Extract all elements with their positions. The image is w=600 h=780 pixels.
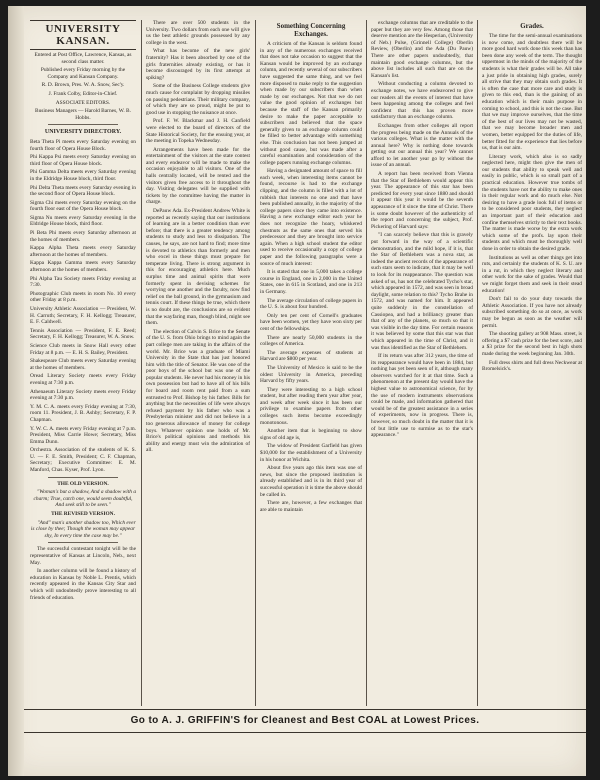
paragraph: The shooting gallery at 908 Mass. street, is offering a $7 cash prize for the best score, and a $3 prize for the second best in high shots made during the week beginning Jan. 30th. [482,331,582,357]
directory-entry: Kappa Alpha Theta meets every Saturday afternoon at the homes of members. [30,245,136,258]
directory-entry: Oread Literary Society meets every Friday evening at 7:30 p.m. [30,373,136,386]
directory-entry: Phi Alpha Tau Society meets Friday evening at 7:30. [30,275,136,289]
directory-heading: UNIVERSITY DIRECTORY. [44,129,122,136]
column-4 [371,20,473,706]
poem-text: "And" man's another shadow too, Which ever is close by thee; Though the woman may appear shy, In every time the case may be." [30,519,136,539]
directory-entry: Phi Kappa Psi meets every Saturday evening on third floor of Opera House block. [30,154,136,167]
directory-entry: Beta Theta Pi meets every Saturday evening on fourth floor of Opera House Block. [30,138,136,152]
paragraph: Arrangements have been made for the entertainment of the visitors at the state contest and every endeavor will be made to make the occasion enjoyable to all visitors. One of the halls centrally located, will be rented and the visitors given free access to it throughout the day. Visiting delegates will be supplied with tickets by the committee having the matter in charge. [146,146,250,206]
paragraph: There are, however, a few exchanges that are able to maintain [260,500,362,513]
column-rule [366,20,367,706]
directory-entry: Science Club meets in Snow Hall every other Friday at 8 p.m. — E. H. S. Bailey, President. [30,342,136,356]
masthead-business: Business Managers — Harold Barnes, W. B. Hobbs. [35,108,131,121]
column-rule [141,20,142,706]
paragraph: Institutions as well as other things get into ruts, and certainly the students of K. S. U. are in a rut, in which they neglect literary and other work for the sake of grades. Would that we might forget them and seek in their stead education! [482,254,582,294]
masthead-published: Published every Friday morning by the Company and Kansan Company. [40,67,126,80]
paragraph: About five years ago this item was one of news, but since the proposed institution is already established and is in its third year of successful operation it is time the above should be called in. [260,465,362,498]
masthead-editor: J. Frank Colby, Editor-in-Chief. [48,90,118,97]
directory-entry: Sigma Nu meets every Saturday evening in the Eldridge House block, third floor. [30,214,136,228]
column-rule [477,20,478,706]
directory-entry: Pi Beta Phi meets every Saturday afternoon at the homes of members. [30,230,136,243]
paragraph: DePauw Ada. Ex-President Andrew White is reported as recently saying that our institutions of learning are in a better condition than ever before; that there is a greater tendency among students to study and less to dissipation. The causes, he says, are not hard to find; more time is devoted to athletics than formerly and men who excel in these things must prepare for temperate living. There is strong argument in this for encouraging athletics here. Much surplus time and animal spirits that were formerly spent in devising schemes for worrying one another and the faculty, now find relief on the ball ground, in the gymnasium and tennis court. If these things be true, which there is no doubt are, the conclusions are so evident that the wayfaring man, though blind, might see them. [146,208,250,327]
directory-entry: Shakespeare Club meets every Saturday evening at the homes of members. [30,358,136,371]
paragraph: There are nearly 50,000 students in the colleges of America. [260,334,362,348]
masthead-entered: Entered at Post Office, Lawrence, Kansas, as second class matter. [34,52,132,65]
paragraph: If its return was after 312 years, the time of its reappearance would have been in 1884, but nothing has yet been seen of it, although many observers watched for it at that time. Such a phenomenon at the present day would have the highest value to astronomical science, for by the use of modern instruments observations could be made, and information gathered that would be of the greatest assistance in a series of experiments, now in progress. There is, however, so much doubt in the matter that it is of but little use to surmise as to the star's appearance." [371,353,473,439]
divider [48,542,118,543]
paragraph: Another item that is beginning to show signs of old age is, [260,428,362,441]
paragraph: Exchanges from other colleges all report the progress being made on the Annuals of the various colleges. What is the matter with the annual here? Why is nothing done towards getting out our annual this year? We cannot afford to let another year go by without the issue of an annual. [371,122,473,169]
footer-advertisement: Go to A. J. GRIFFIN'S for Cleanest and Best COAL at Lowest Prices. [24,709,586,733]
paragraph: There are over 500 students in the University. Two dollars from each one will give us the best athletic grounds possessed by any college in the west. [146,20,250,46]
poem-text: "Woman's but a shadow, And a shadow with a charm; True, catch one, would seem doubtful, And seek still to be seen." [33,489,136,509]
paragraph: It is stated that one in 5,000 takes a college course in England, one in 2,000 in the United States, one in 615 in Scotland, and one in 213 in Germany. [260,269,362,295]
directory-entry: University Athletic Association — President, W. H. Carruth; Secretary, F. H. Kellogg; Treasurer, E. F. Caldwell. [30,306,136,326]
paragraph: The widow of President Garfield has given $10,000 for the establishment of a University in his honor at Wichita. [260,443,362,463]
paragraph: The time for the semi-annual examinations is now come, and doubtless there will be more good hard work done this week than has been done any week of the term. The thought uppermost in the minds of the majority of the students is what their grades will be. All take a just pride in obtaining high grades, surely all strive that they may obtain such grades. It is often the case that more care and study is given to this end, than is the gaining of an education which is their main purpose in coming to school, and this is not the case. But that we may improve ourselves, that the time of the best of our lives may not be wasted, that we may become broader men and women, better equipped for the duties of life, better fitted for the experience that lies before us, that is our aim. [482,33,582,152]
paragraph: The average circulation of college papers in the U. S. is about four hundred. [260,297,362,311]
directory-entry: Sigma Chi meets every Saturday evening on the fourth floor east of the Opera House block. [30,199,136,213]
poem-title: THE OLD VERSION. [57,480,109,487]
paragraph: Full dress shirts and full dress Neckwear at Bromelsick's. [482,359,582,373]
poem-title: THE REVISED VERSION. [51,511,115,518]
paragraph: In another column will be found a history of education in Kansas by Noble L. Prentis, which recently appeared in the Kansas City Star and which will undoubtedly prove interesting to all friends of education. [30,568,136,601]
paragraph: The successful contestant tonight will be the representative of Kansas at Lincoln, Neb., next May. [30,546,136,566]
directory-entry: Y. M. C. A. meets every Friday evening at 7:30, room 11. President, J. B. Ashby; Secretary, F. P. Chapman. [30,403,136,423]
newspaper-page [8,6,586,776]
directory-entry: Photographic Club meets in room No. 10 every other Friday at 8 p.m. [30,290,136,304]
directory-entry: Orchestra. Association of the students of K. S. U. — F. E. Smith, President; C. F. Chapman, Secretary; Executive Committee: E. M. Manford, Chas. Kyser, Prof. Lyon. [30,447,136,474]
paragraph: Prof. F. W. Blackmar and J. H. Canfield were elected to the board of directors of the State Historical Society, for the ensuing year, at the meeting in Topeka Wednesday. [146,118,250,145]
paragraph: Having a designated amount of space to fill each week, when interesting items cannot be found, recourse is had to the exchange clipping, and the column is filled with a lot of rubbish that interests no one and that have been published annually, in the majority of the college papers since they came into existence. Having a new exchange editor each year he does not recognize the hoary, whiskered chestnuts as the same ones that served his predecessor and they are brought into service again. When a high school student the editor used to receive occasionally a copy of college paper and the following paragraphs were a source of much interest: [260,168,362,267]
directory-entry: Athenaeum Literary Society meets every Friday evening at 7:30 p.m. [30,388,136,402]
directory-entry: Tennis Association — President, F. E. Reed; Secretary, F. H. Kellogg; Treasurer, W. A. Snow. [30,327,136,341]
directory-entry: Phi Delta Theta meets every Saturday evening in the second floor of Opera House block. [30,184,136,198]
masthead-associates: ASSOCIATE EDITORS. [55,99,111,106]
paragraph: Without conducting a column devoted to exchange notes, we have endeavored to give our readers all the events of interest that have been happening among the colleges and feel confident that this has proven more satisfactory than an exchange column. [371,81,473,121]
column-1 [30,20,136,706]
directory-entry: Y. W. C. A. meets every Friday evening at 7 p.m. President, Miss Carrie Howe; Secretary, Miss Emma Dunn. [30,425,136,445]
paragraph: exchange columns that are creditable to the paper but they are very few. Among those that deserve mention are the Hesperian, (University of Neb.) Pulse, (Grinnell College) Oberlin Review, (Oberlin) and the Ada (Du Pauw) There are other papers undoubtedly, that maintain good exchange columns, but the above list includes all such that are on the Kansan's list. [371,20,473,79]
university-directory [30,129,136,473]
paragraph: A report has been received from Vienna that the Star of Bethlehem would appear this year. The appearance of this star has been predicted for every year since 1880 and should it appear this year it would be the seventh appearance of it since the time of Christ. There is some doubt however of the authenticity of the report and concerning the subject, Prof. Pickering of Harvard says: [371,171,473,230]
article-heading: Something Concerning Exchanges. [276,22,346,38]
page-binding-gutter [8,6,24,776]
directory-entry: Phi Gamma Delta meets every Saturday evening in the Eldridge House block, third floor. [30,169,136,182]
paragraph: The University of Mexico is said to be the oldest University in America, preceding Harvard by fifty years. [260,364,362,385]
column-3 [260,20,362,706]
masthead-officers: R. D. Brown, Pres. W. A. Snow, Sec'y. [41,82,125,89]
directory-entry: Kappa Kappa Gamma meets every Saturday afternoon at the homes of members. [30,260,136,274]
article-heading: Grades. [520,22,544,30]
paragraph: "I can scarcely believe that this is gravely put forward in the way of a scientific demonstration, and the mild hope, if it is, that the Star of Bethlehem was a nova star, as indeed the ancient records of the appearance of such stars seem to indicate, that it may be well to look for its reappearance. The question was asked of us, has not the celebrated Tycho's star, which appeared in 1572, and was seen in broad daylight, some relation to this? Tycho Brahe in 1572, and was named for him. It appeared quite suddenly in the constellation of Cassiopea, and had a brilliancy greater than that of any of the planets, so much so that it was visible in the day time. For certain reasons it was believed by some that this star was that which appeared in the time of Christ, and it was thus identified as the Star of Bethlehem. [371,232,473,351]
paragraph: Literary work, which also is so sadly neglected here, might then give the men of our students that ability to speak well and easily in public, which is so small part of a practical education. However true tombs of the students have not the ability to make ones in their regular work and do much else. Not desiring to have a grade look full of items or to be considered poor students, they neglect an important part of their education and confine themselves strictly to their text books. The matter is made worse by the extra work which some of the profs. lay upon their students and which must be thoroughly well done in order to obtain the desired grade. [482,153,582,252]
paragraph: Don't fail to do your duty towards the Athletic Association. If you have not already subscribed something do so at once, as work may be begun as soon as the weather will permit. [482,296,582,329]
paragraph: Only ten per cent of Cornell's graduates have been women, yet they have won sixty per cent of the fellowships. [260,312,362,332]
paragraph: A criticism of the Kansan is seldom found in any of the numerous exchanges received that does not take occasion to suggest that the Kansan would be improved by an exchange column, and recently several of our subscribers have suggested the same thing, and we feel more disposed to make reply to the suggestion when made by our subscribers than when made by our exchanges. Not that we do not value the good opinion of exchanges but because the staff of the Kansan primarily desire to make the paper acceptable to subscribers and believed that the space generally given to an exchange column could be filled to better advantage with something else. This conclusion has not been jumped at without good cause, but was made after a careful examination and consideration of the college papers running exchange columns. [260,41,362,166]
column-5 [482,20,582,706]
masthead-title: UNIVERSITY KANSAN. [30,20,136,50]
divider [48,124,118,125]
paragraph: They were interesting to a high school student, but after reading them year after year, and week after week since it has been our privilege to examine papers from other colleges such items become exceedingly monotonous. [260,386,362,426]
paragraph: What has become of the new girls' fraternity? Has it been absorbed by one of the girls fraternities already existing, or has it become discouraged by its first attempt at spiking? [146,48,250,81]
column-2 [146,20,250,706]
paragraph: The average expenses of students at Harvard are $800 per year. [260,349,362,363]
paragraph: Some of the Business College students give much cause for complaint by dropping missiles on passing pedestrians. Their military company, of which they are so proud, might be put to good use in stopping the nuisance at once. [146,83,250,116]
paragraph: The election of Calvin S. Brice to the Senate of the U. S. from Ohio brings to mind again the part college men are taking in the affairs of the world. Mr. Brice was a graduate of Miami University in the State that has just honored him with the title of Senator. He was one of the poor boys of the school but was one of the popular students. He never had his money in his own possession but had to have all of his bills for board and room rent paid from a sum entrusted to Prof. Bishop by his father. Bills for anything but the necessities of life were always refused payment by his father who was a Presbyterian minister and did not believe in a too generous allowance of money for college boys. Whatever opinion one holds of Mr. Brice's political opinions and methods his ability and energy must win the admiration of all. [146,328,250,454]
column-rule [255,20,256,706]
divider [48,477,118,478]
